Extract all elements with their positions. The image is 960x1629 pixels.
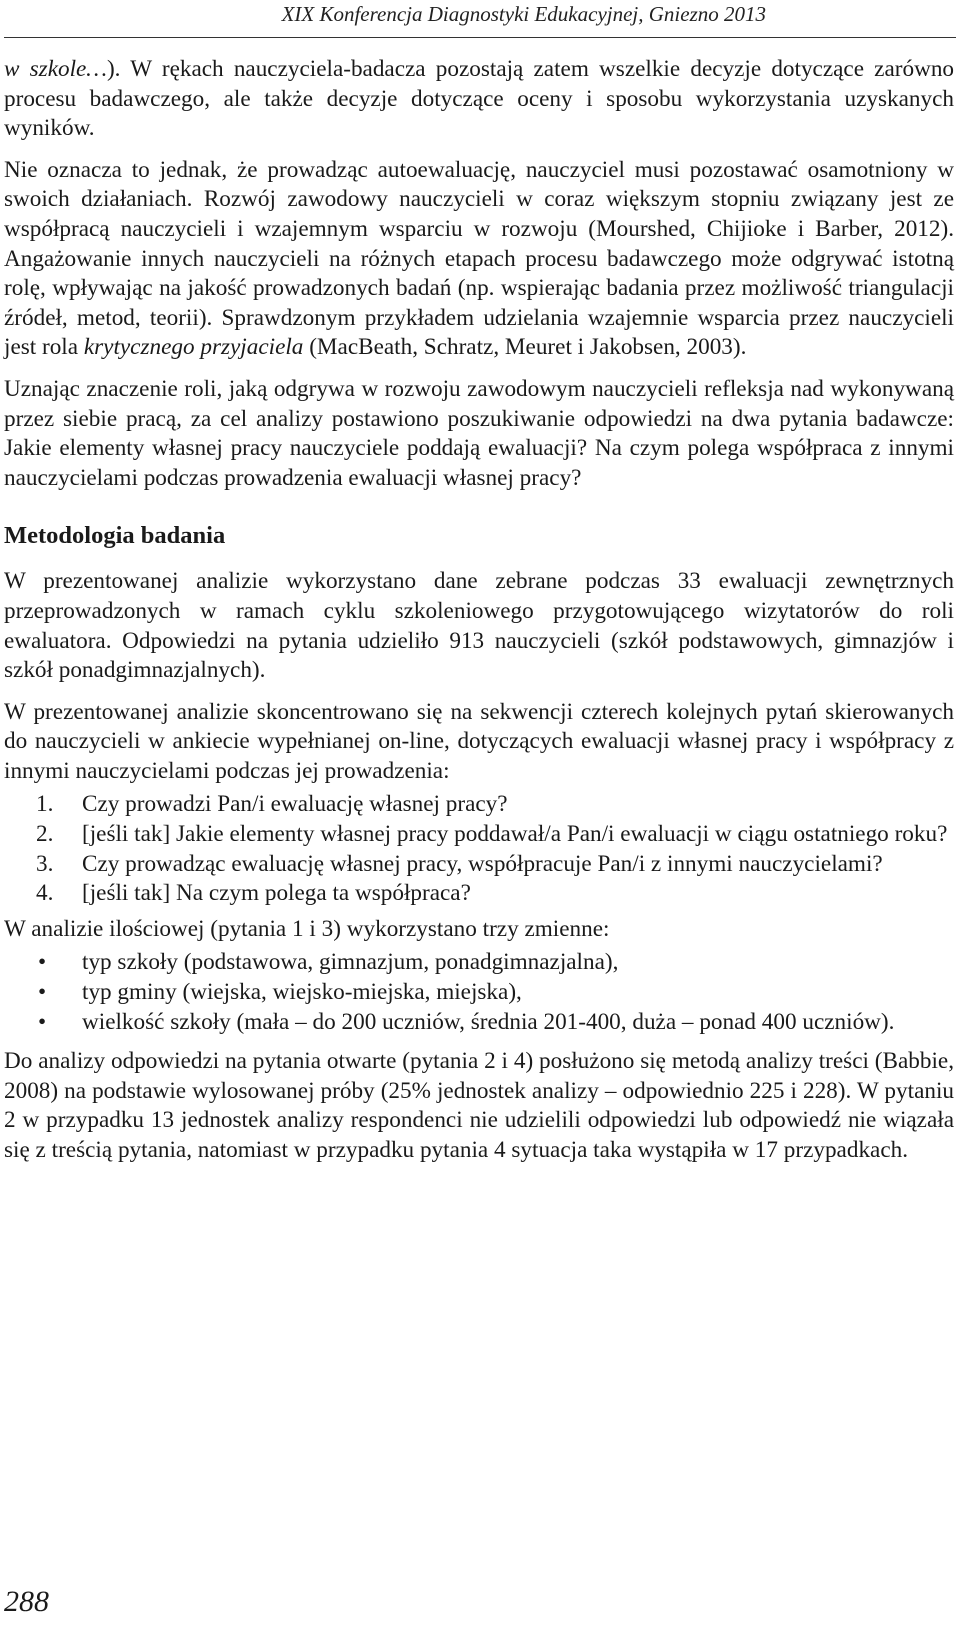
bullet-icon: •: [38, 979, 47, 1006]
variables-list: [4, 948, 954, 1037]
paragraph-5: W prezentowanej analizie skoncentrowano się na sekwencji czterech kolejnych pytań skierowanych do nauczycieli w ankiecie wypełnianej on-line, dotyczących ewaluacji własnej pracy i współpracy z innymi nauczycielami podczas jej prowadzenia:: [4, 698, 954, 784]
list-item: [4, 850, 954, 880]
paragraph-2-text-b: (MacBeath, Schratz, Meuret i Jakobsen, 2003).: [303, 334, 747, 361]
list-item-text: wielkość szkoły (mała – do 200 uczniów, średnia 201-400, duża – ponad 400 uczniów).: [82, 1008, 895, 1035]
paragraph-7: Do analizy odpowiedzi na pytania otwarte (pytania 2 i 4) posłużono się metodą analizy treści (Babbie, 2008) na podstawie wylosowanej próby (25% jednostek analizy – odpowiednio 225 i 228). W pytaniu 2 w przypadku 13 jednostek analizy respondenci nie udzielili odpowiedzi lub odpowiedź nie wiązała się z treścią pytania, natomiast w przypadku pytania 4 sytuacja taka wystąpiła w 17 przypadkach.: [4, 1048, 954, 1163]
list-item: [4, 948, 954, 978]
list-item-text: Czy prowadząc ewaluację własnej pracy, współpracuje Pan/i z innymi nauczycielami?: [82, 850, 883, 877]
list-item: [4, 879, 954, 909]
list-item-number: 1.: [36, 791, 54, 818]
paragraph-3: Uznając znaczenie roli, jaką odgrywa w rozwoju zawodowym nauczycieli refleksja nad wykonywaną przez siebie pracą, za cel analizy postawiono poszukiwanie odpowiedzi na dwa pytania badawcze: Jakie elementy własnej pracy nauczyciele poddają ewaluacji? Na czym polega współpraca z innymi nauczycielami podczas prowadzenia ewaluacji własnej pracy?: [4, 375, 954, 491]
paragraph-6: W analizie ilościowej (pytania 1 i 3) wykorzystano trzy zmienne:: [4, 915, 610, 942]
questions-list: [4, 790, 954, 908]
article-body: [4, 55, 954, 1178]
running-header: XIX Konferencja Diagnostyki Edukacyjnej, Gniezno 2013: [281, 2, 766, 26]
list-item-number: 3.: [36, 850, 54, 877]
page-number: 288: [4, 1585, 49, 1618]
paragraph-2-text-a: Nie oznacza to jednak, że prowadząc autoewaluację, nauczyciel musi pozostawać osamotniony w swoich działaniach. Rozwój zawodowy nauczycieli w coraz większym stopniu związany jest ze współpracą nauczycieli i wzajemnym wsparciu w rozwoju (Mourshed, Chijioke i Barber, 2012). Angażowanie innych nauczycieli na różnych etapach procesu badawczego może odgrywać istotną rolę, wpływając na jakość prowadzonych badań (np. wspierając badania przez możliwość triangulacji źródeł, metod, teorii). Sprawdzonym przykładem udzielania wzajemnie wsparcia przez nauczycieli jest rola: [4, 156, 954, 361]
list-item-text: typ gminy (wiejska, wiejsko-miejska, miejska),: [82, 979, 522, 1006]
list-item: [4, 790, 954, 820]
list-item-text: Czy prowadzi Pan/i ewaluację własnej pracy?: [82, 791, 508, 818]
list-item: [4, 1008, 954, 1038]
list-item-text: [jeśli tak] Jakie elementy własnej pracy poddawał/a Pan/i ewaluacji w ciągu ostatniego roku?: [82, 821, 948, 848]
section-heading: Metodologia badania: [4, 522, 226, 550]
paragraph-1-italic: w szkole…: [4, 56, 107, 82]
list-item: [4, 820, 954, 850]
bullet-icon: •: [38, 949, 47, 976]
list-item-number: 2.: [36, 821, 54, 848]
list-item-text: [jeśli tak] Na czym polega ta współpraca?: [82, 880, 471, 907]
bullet-icon: •: [38, 1008, 47, 1035]
paragraph-4: W prezentowanej analizie wykorzystano dane zebrane podczas 33 ewaluacji zewnętrznych przeprowadzonych w ramach cyklu szkoleniowego przygotowującego wizytatorów do roli ewaluatora. Odpowiedzi na pytania udzieliło 913 nauczycieli (szkół podstawowych, gimnazjów i szkół ponadgimnazjalnych).: [4, 568, 954, 684]
paragraph-2-italic: krytycznego przyjaciela: [83, 334, 304, 361]
list-item-number: 4.: [36, 880, 54, 907]
header-rule: [4, 37, 956, 38]
list-item: [4, 978, 954, 1008]
list-item-text: typ szkoły (podstawowa, gimnazjum, ponadgimnazjalna),: [82, 949, 619, 976]
paragraph-1-text: ). W rękach nauczyciela-badacza pozostają zatem wszelkie decyzje dotyczące zarówno procesu badawczego, ale także decyzje dotyczące oceny i sposobu wykorzystania uzyskanych wyników.: [4, 56, 955, 142]
paragraph-1: [4, 55, 954, 144]
paragraph-2: [4, 156, 954, 363]
